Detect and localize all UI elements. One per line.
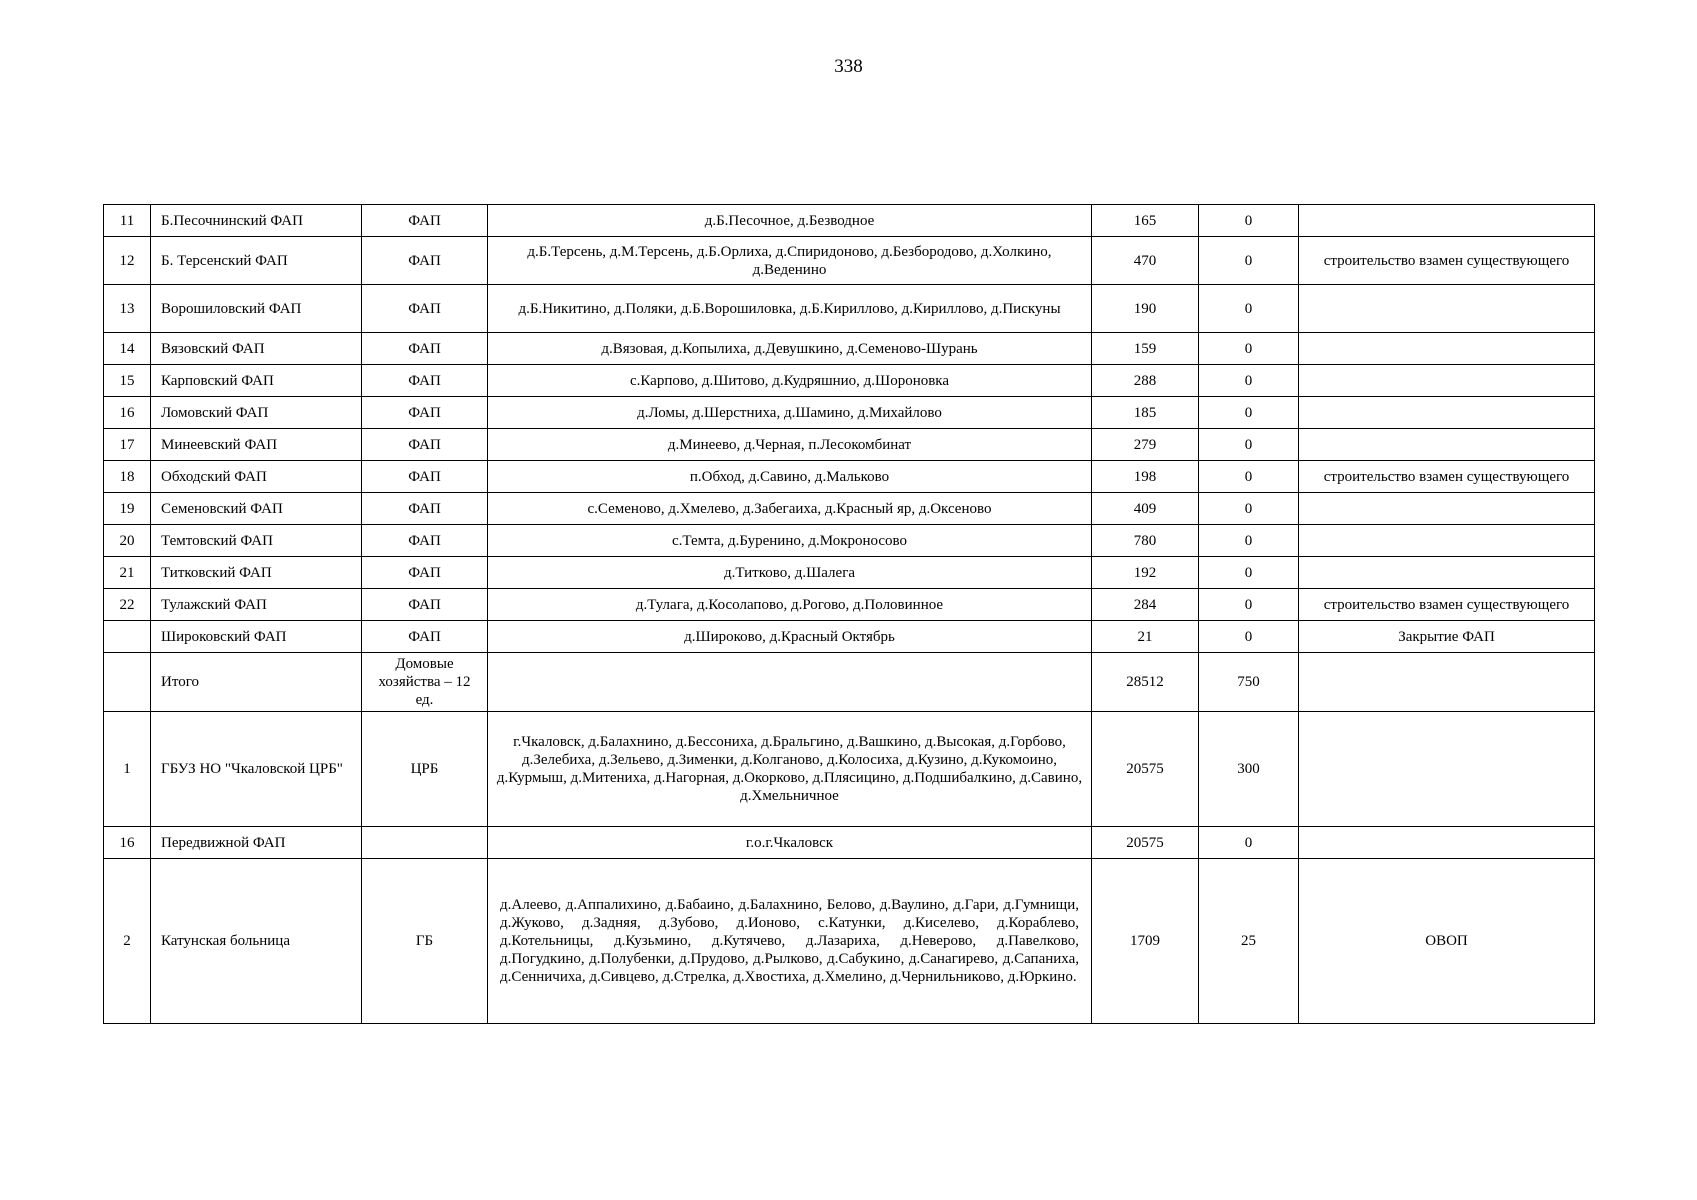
table-row (104, 461, 1595, 493)
facility-name-cell: Б.Песочнинский ФАП (151, 205, 362, 237)
capacity-cell: 0 (1199, 589, 1299, 621)
population-cell: 21 (1092, 621, 1199, 653)
settlements-cell: д.Вязовая, д.Копылиха, д.Девушкино, д.Семеново-Шурань (488, 333, 1092, 365)
capacity-cell: 0 (1199, 205, 1299, 237)
row-number-cell (104, 621, 151, 653)
population-cell: 28512 (1092, 653, 1199, 712)
facility-name-cell: Катунская больница (151, 859, 362, 1024)
facility-type-cell: ФАП (362, 365, 488, 397)
facility-type-cell: ФАП (362, 589, 488, 621)
table-row (104, 237, 1595, 285)
note-cell (1299, 365, 1595, 397)
population-cell: 20575 (1092, 712, 1199, 827)
capacity-cell: 0 (1199, 429, 1299, 461)
population-cell: 409 (1092, 493, 1199, 525)
facilities-table (103, 204, 1595, 1024)
facility-name-cell: Темтовский ФАП (151, 525, 362, 557)
table-row (104, 285, 1595, 333)
table-row (104, 589, 1595, 621)
note-cell (1299, 493, 1595, 525)
population-cell: 20575 (1092, 827, 1199, 859)
settlements-cell: д.Широково, д.Красный Октябрь (488, 621, 1092, 653)
settlements-cell: с.Карпово, д.Шитово, д.Кудряшнио, д.Шороновка (488, 365, 1092, 397)
capacity-cell: 300 (1199, 712, 1299, 827)
note-cell (1299, 525, 1595, 557)
row-number-cell: 11 (104, 205, 151, 237)
population-cell: 165 (1092, 205, 1199, 237)
row-number-cell: 18 (104, 461, 151, 493)
row-number-cell: 17 (104, 429, 151, 461)
capacity-cell: 0 (1199, 333, 1299, 365)
settlements-cell: с.Семеново, д.Хмелево, д.Забегаиха, д.Красный яр, д.Оксеново (488, 493, 1092, 525)
facility-name-cell: Тулажский ФАП (151, 589, 362, 621)
capacity-cell: 750 (1199, 653, 1299, 712)
row-number-cell: 20 (104, 525, 151, 557)
capacity-cell: 25 (1199, 859, 1299, 1024)
facility-type-cell: ФАП (362, 461, 488, 493)
page-number: 338 (834, 56, 863, 77)
population-cell: 185 (1092, 397, 1199, 429)
note-cell (1299, 397, 1595, 429)
facility-name-cell: Ворошиловский ФАП (151, 285, 362, 333)
facility-name-cell: Обходский ФАП (151, 461, 362, 493)
capacity-cell: 0 (1199, 285, 1299, 333)
settlements-cell: п.Обход, д.Савино, д.Мальково (488, 461, 1092, 493)
row-number-cell: 12 (104, 237, 151, 285)
note-cell (1299, 712, 1595, 827)
note-cell (1299, 205, 1595, 237)
facility-type-cell: ФАП (362, 237, 488, 285)
row-number-cell: 1 (104, 712, 151, 827)
table-row (104, 493, 1595, 525)
facility-type-cell: Домовые хозяйства – 12 ед. (362, 653, 488, 712)
facility-name-cell: Ломовский ФАП (151, 397, 362, 429)
facility-type-cell: ФАП (362, 397, 488, 429)
row-number-cell: 21 (104, 557, 151, 589)
row-number-cell: 14 (104, 333, 151, 365)
population-cell: 288 (1092, 365, 1199, 397)
facility-name-cell: Титковский ФАП (151, 557, 362, 589)
facility-name-cell: Карповский ФАП (151, 365, 362, 397)
population-cell: 470 (1092, 237, 1199, 285)
facility-name-cell: Вязовский ФАП (151, 333, 362, 365)
capacity-cell: 0 (1199, 365, 1299, 397)
settlements-cell: д.Минеево, д.Черная, п.Лесокомбинат (488, 429, 1092, 461)
note-cell: ОВОП (1299, 859, 1595, 1024)
settlements-cell: д.Ломы, д.Шерстниха, д.Шамино, д.Михайлово (488, 397, 1092, 429)
population-cell: 1709 (1092, 859, 1199, 1024)
table-row (104, 621, 1595, 653)
row-number-cell: 13 (104, 285, 151, 333)
facility-name-cell: Б. Терсенский ФАП (151, 237, 362, 285)
table-row (104, 333, 1595, 365)
capacity-cell: 0 (1199, 397, 1299, 429)
note-cell (1299, 653, 1595, 712)
note-cell: строительство взамен существующего (1299, 589, 1595, 621)
note-cell (1299, 285, 1595, 333)
capacity-cell: 0 (1199, 237, 1299, 285)
facility-type-cell: ГБ (362, 859, 488, 1024)
capacity-cell: 0 (1199, 493, 1299, 525)
table-row (104, 653, 1595, 712)
row-number-cell (104, 653, 151, 712)
row-number-cell: 19 (104, 493, 151, 525)
facility-type-cell: ФАП (362, 205, 488, 237)
capacity-cell: 0 (1199, 461, 1299, 493)
capacity-cell: 0 (1199, 525, 1299, 557)
population-cell: 198 (1092, 461, 1199, 493)
note-cell: строительство взамен существующего (1299, 237, 1595, 285)
facility-type-cell: ФАП (362, 429, 488, 461)
table-row (104, 859, 1595, 1024)
facility-type-cell: ФАП (362, 493, 488, 525)
row-number-cell: 16 (104, 397, 151, 429)
table-row (104, 397, 1595, 429)
population-cell: 284 (1092, 589, 1199, 621)
population-cell: 780 (1092, 525, 1199, 557)
facility-type-cell (362, 827, 488, 859)
note-cell (1299, 827, 1595, 859)
table-row (104, 205, 1595, 237)
facility-type-cell: ЦРБ (362, 712, 488, 827)
settlements-cell: д.Алеево, д.Аппалихино, д.Бабаино, д.Балахнино, Белово, д.Ваулино, д.Гари, д.Гумнищи, д.Жуково, д.Задняя, д.Зубово, д.Ионово, с.Катунки, д.Киселево, д.Кораблево, д.Котельницы, д.Кузьмино, д.Кутячево, д.Лазариха, д.Неверово, д.Павелково, д.Погудкино, д.Полубенки, д.Прудово, д.Рылково, д.Сабукино, д.Санагирево, д.Сапаниха, д.Сенничиха, д.Сивцево, д.Стрелка, д.Хвостиха, д.Хмелино, д.Чернильниково, д.Юркино. (488, 859, 1092, 1024)
population-cell: 159 (1092, 333, 1199, 365)
table-row (104, 712, 1595, 827)
facility-name-cell: Широковский ФАП (151, 621, 362, 653)
settlements-cell (488, 653, 1092, 712)
facility-type-cell: ФАП (362, 621, 488, 653)
settlements-cell: д.Б.Песочное, д.Безводное (488, 205, 1092, 237)
capacity-cell: 0 (1199, 621, 1299, 653)
capacity-cell: 0 (1199, 557, 1299, 589)
capacity-cell: 0 (1199, 827, 1299, 859)
settlements-cell: с.Темта, д.Буренино, д.Мокроносово (488, 525, 1092, 557)
population-cell: 279 (1092, 429, 1199, 461)
row-number-cell: 22 (104, 589, 151, 621)
population-cell: 190 (1092, 285, 1199, 333)
table-row (104, 525, 1595, 557)
facility-name-cell: Минеевский ФАП (151, 429, 362, 461)
settlements-cell: д.Тулага, д.Косолапово, д.Рогово, д.Половинное (488, 589, 1092, 621)
facility-type-cell: ФАП (362, 285, 488, 333)
row-number-cell: 16 (104, 827, 151, 859)
settlements-cell: г.Чкаловск, д.Балахнино, д.Бессониха, д.Бральгино, д.Вашкино, д.Высокая, д.Горбово, д.Зелебиха, д.Зельево, д.Зименки, д.Колганово, д.Колосиха, д.Кузино, д.Кукомоино, д.Курмыш, д.Митениха, д.Нагорная, д.Окорково, д.Плясицино, д.Подшибалкино, д.Савино, д.Хмельничное (488, 712, 1092, 827)
row-number-cell: 15 (104, 365, 151, 397)
note-cell: Закрытие ФАП (1299, 621, 1595, 653)
facility-type-cell: ФАП (362, 333, 488, 365)
note-cell: строительство взамен существующего (1299, 461, 1595, 493)
table-row (104, 827, 1595, 859)
settlements-cell: д.Б.Никитино, д.Поляки, д.Б.Ворошиловка, д.Б.Кириллово, д.Кириллово, д.Пискуны (488, 285, 1092, 333)
facility-name-cell: Передвижной ФАП (151, 827, 362, 859)
facility-type-cell: ФАП (362, 525, 488, 557)
row-number-cell: 2 (104, 859, 151, 1024)
facility-name-cell: ГБУЗ НО "Чкаловской ЦРБ" (151, 712, 362, 827)
table-row (104, 429, 1595, 461)
facility-name-cell: Семеновский ФАП (151, 493, 362, 525)
facility-type-cell: ФАП (362, 557, 488, 589)
settlements-cell: д.Титково, д.Шалега (488, 557, 1092, 589)
table-row (104, 557, 1595, 589)
settlements-cell: г.о.г.Чкаловск (488, 827, 1092, 859)
population-cell: 192 (1092, 557, 1199, 589)
note-cell (1299, 429, 1595, 461)
table-row (104, 365, 1595, 397)
note-cell (1299, 333, 1595, 365)
facility-name-cell: Итого (151, 653, 362, 712)
settlements-cell: д.Б.Терсень, д.М.Терсень, д.Б.Орлиха, д.Спиридоново, д.Безбородово, д.Холкино, д.Веденино (488, 237, 1092, 285)
note-cell (1299, 557, 1595, 589)
